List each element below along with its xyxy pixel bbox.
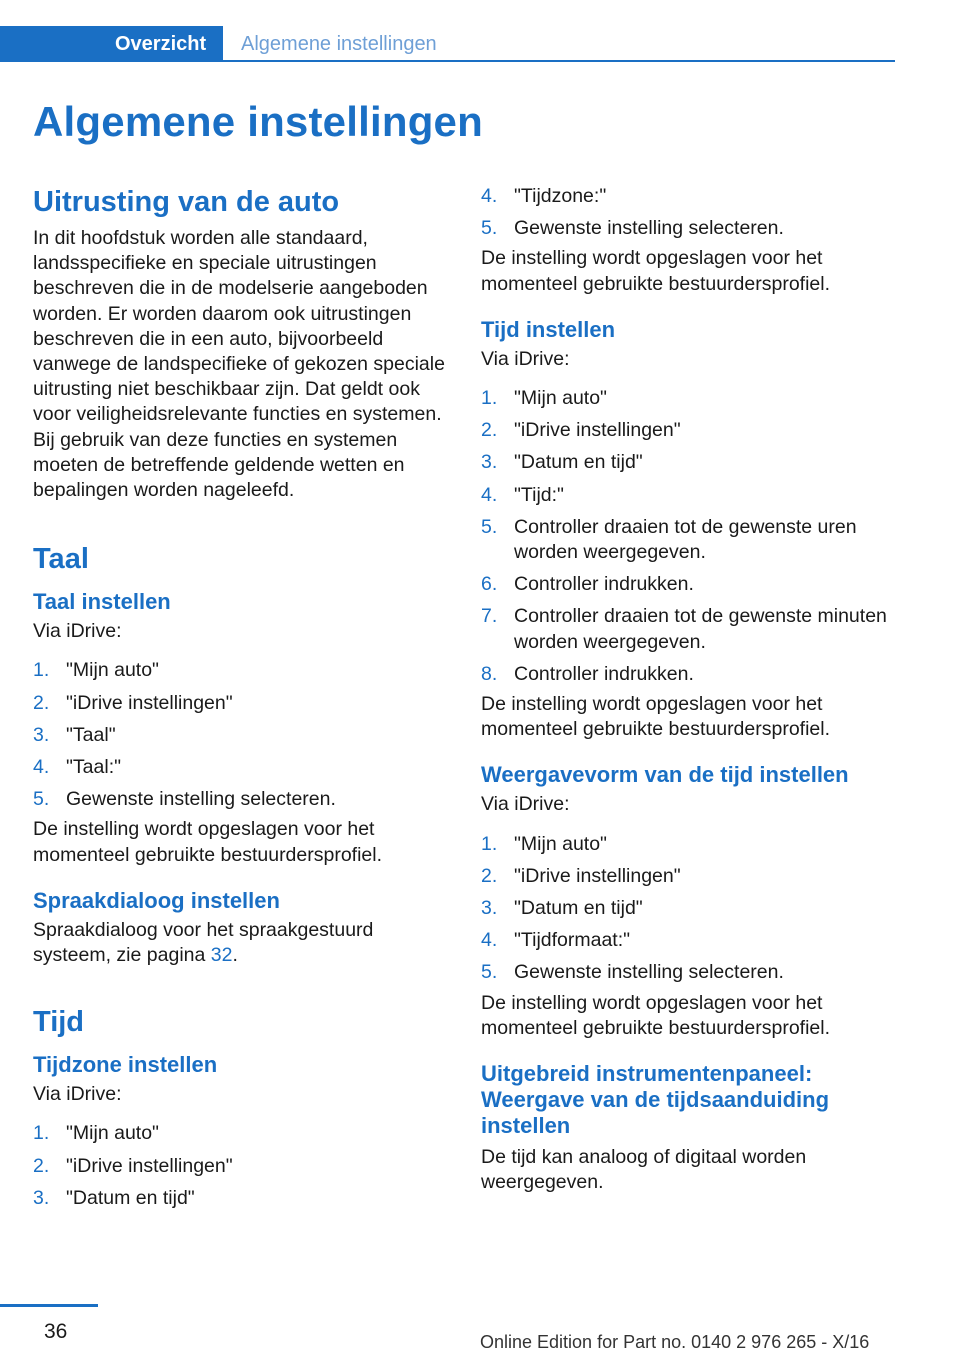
list-item [481, 184, 896, 209]
list-item [481, 418, 896, 443]
list-item-number: 7. [481, 605, 498, 628]
spraak-end: . [232, 944, 238, 967]
list-item-text: "iDrive instellingen" [514, 864, 681, 887]
list-item-number: 1. [33, 659, 50, 682]
list-item [481, 572, 896, 597]
list-item-text: Gewenste instelling selecteren. [514, 217, 784, 240]
list-item-text: Controller indrukken. [514, 662, 694, 685]
list-item-text: Controller draaien tot de gewenste minuten worden weergegeven. [514, 605, 887, 653]
list-tijdzone-steps-cont [481, 184, 896, 241]
list-item [33, 787, 448, 812]
tab-overzicht[interactable]: Overzicht [0, 26, 223, 62]
list-item-number: 4. [33, 756, 50, 779]
list-item-text: "Mijn auto" [514, 387, 607, 410]
paragraph-taal-saved: De instelling wordt opgeslagen voor het momenteel gebruikte bestuurdersprofiel. [33, 818, 383, 866]
list-item-number: 1. [481, 387, 498, 410]
list-item-text: "Tijdzone:" [514, 185, 607, 207]
paragraph-spraakdialoog [33, 918, 448, 968]
list-item-number: 3. [33, 1186, 50, 1209]
heading-tijdzone-instellen: Tijdzone instellen [33, 1052, 218, 1078]
page-title: Algemene instellingen [33, 98, 483, 145]
list-item [481, 216, 896, 241]
heading-taal-instellen: Taal instellen [33, 589, 171, 615]
list-item-text: "iDrive instellingen" [66, 691, 233, 714]
list-weergavevorm-steps [481, 832, 896, 986]
list-item-number: 4. [481, 185, 498, 207]
list-item-text: "Mijn auto" [66, 1122, 159, 1145]
list-item [481, 864, 896, 889]
spraak-text: Spraakdialoog voor het spraakgestuurd systeem, zie pagina [33, 918, 374, 967]
via-idrive-tijd: Via iDrive: [481, 347, 570, 370]
list-item-text: "Datum en tijd" [66, 1186, 195, 1209]
list-item-number: 5. [481, 961, 498, 984]
list-item-text: "iDrive instellingen" [514, 419, 681, 442]
footer-rule [0, 1304, 98, 1307]
heading-uitrusting: Uitrusting van de auto [33, 186, 340, 218]
header-rule [223, 60, 895, 62]
list-item-number: 2. [481, 864, 498, 887]
heading-uitgebreid-instrumentenpaneel: Uitgebreid instrumentenpaneel: Weergave van de tijdsaanduiding instellen [481, 1061, 830, 1139]
list-item-text: "Mijn auto" [66, 659, 159, 682]
list-item [33, 723, 448, 748]
edition-note: Online Edition for Part no. 0140 2 976 265 - X/16 [480, 1332, 870, 1352]
paragraph-uitgebreid: De tijd kan analoog of digitaal worden weergegeven. [481, 1146, 807, 1194]
list-item [481, 960, 896, 985]
heading-taal: Taal [33, 543, 89, 576]
list-item-text: "Datum en tijd" [514, 897, 643, 920]
list-item [481, 483, 896, 508]
list-item-text: "iDrive instellingen" [66, 1154, 233, 1177]
list-item-text: "Taal:" [66, 756, 122, 779]
list-item-number: 8. [481, 662, 498, 685]
right-column [481, 184, 896, 1195]
via-idrive-taal: Via iDrive: [33, 620, 122, 643]
list-item [481, 386, 896, 411]
list-item [481, 832, 896, 857]
list-item-text: Controller draaien tot de gewenste uren worden weergegeven. [514, 515, 857, 564]
list-item-number: 5. [481, 515, 498, 538]
list-item [33, 1154, 448, 1179]
list-item-number: 2. [33, 691, 50, 714]
paragraph-weergavevorm-saved: De instelling wordt opgeslagen voor het momenteel gebruikte bestuurdersprofiel. [481, 991, 831, 1039]
list-item-number: 4. [481, 929, 498, 952]
list-item-number: 4. [481, 483, 498, 506]
list-item-text: "Mijn auto" [514, 832, 607, 855]
left-column [33, 184, 448, 1218]
heading-spraakdialoog: Spraakdialoog instellen [33, 887, 280, 913]
page-link-32[interactable]: 32 [210, 944, 233, 967]
list-item [33, 1121, 448, 1146]
list-item [33, 691, 448, 716]
list-item [481, 928, 896, 953]
list-item [481, 604, 896, 654]
list-item-text: Gewenste instelling selecteren. [66, 788, 336, 811]
list-item [33, 755, 448, 780]
list-item-text: "Tijd:" [514, 483, 564, 506]
list-item-number: 3. [481, 897, 498, 920]
list-item-number: 5. [33, 788, 50, 811]
list-item [481, 896, 896, 921]
list-item [33, 1186, 448, 1211]
list-item [481, 450, 896, 475]
list-item-number: 2. [33, 1154, 50, 1177]
list-item-number: 5. [481, 217, 498, 240]
paragraph-tijdzone-saved: De instelling wordt opgeslagen voor het momenteel gebruikte bestuurdersprofiel. [481, 247, 831, 295]
list-item-text: "Datum en tijd" [514, 451, 643, 474]
list-item-number: 3. [481, 451, 498, 474]
list-item-number: 3. [33, 723, 50, 746]
heading-weergavevorm: Weergavevorm van de tijd instellen [481, 762, 849, 788]
list-taal-steps [33, 658, 448, 812]
list-item-number: 6. [481, 573, 498, 596]
list-item-number: 1. [481, 832, 498, 855]
tab-algemene-instellingen[interactable]: Algemene instellingen [241, 33, 437, 55]
list-item-number: 1. [33, 1122, 50, 1145]
list-item-text: Controller indrukken. [514, 573, 694, 596]
heading-tijd: Tijd [33, 1006, 85, 1039]
list-item [481, 515, 896, 565]
page-number: 36 [44, 1320, 68, 1343]
list-item-number: 2. [481, 419, 498, 442]
list-item [481, 662, 896, 687]
list-item [33, 658, 448, 683]
list-tijdzone-steps [33, 1121, 448, 1211]
heading-tijd-instellen: Tijd instellen [481, 316, 616, 342]
list-tijd-steps [481, 386, 896, 687]
page-header [0, 26, 895, 62]
list-item-text: "Tijdformaat:" [514, 929, 631, 952]
via-idrive-tijdzone: Via iDrive: [33, 1083, 122, 1106]
list-item-text: "Taal" [66, 723, 116, 746]
paragraph-tijd-saved: De instelling wordt opgeslagen voor het momenteel gebruikte bestuurdersprofiel. [481, 693, 831, 741]
paragraph-uitrusting: In dit hoofdstuk worden alle standaard, landsspecifieke en speciale uitrustingen beschreven die in de modelserie aangeboden worden. Er worden daarom ook uitrustingen beschreven die in een auto, bijvoorbeeld vanwege de landspecifieke of gekozen speciale uitrusting niet beschikbaar zijn. Dat geldt ook voor veiligheidsrelevante functies en systemen. Bij gebruik van deze functies en systemen moeten de betreffende geldende wetten en bepalingen worden nageleefd. [33, 227, 445, 502]
list-item-text: Gewenste instelling selecteren. [514, 961, 784, 984]
via-idrive-weergavevorm: Via iDrive: [481, 793, 570, 816]
